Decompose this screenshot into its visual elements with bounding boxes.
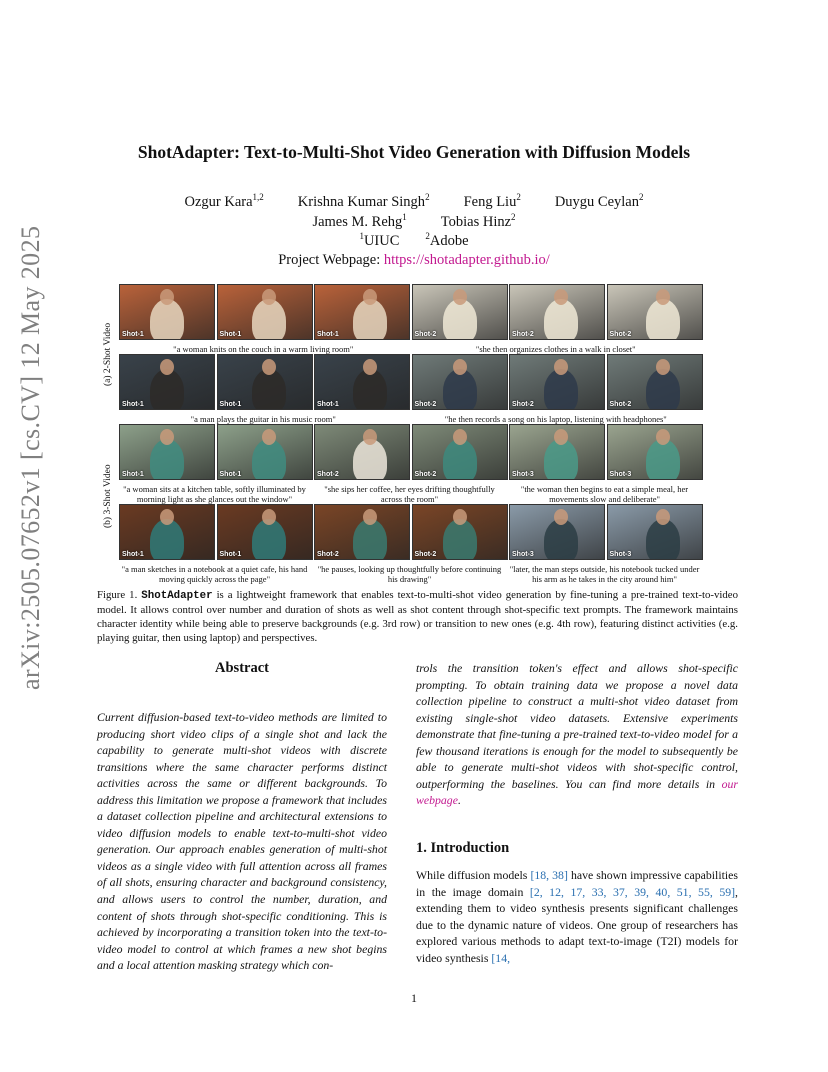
frame-subject-head [453, 509, 467, 525]
intro-citation-3[interactable]: [14, [491, 950, 511, 965]
shot-label: Shot-2 [609, 401, 632, 408]
shot-label: Shot-1 [219, 331, 242, 338]
shot-label: Shot-3 [609, 551, 632, 558]
shot-caption: "he then records a song on his laptop, listening with headphones" [444, 414, 667, 424]
video-frame [119, 354, 215, 410]
video-frame [119, 504, 215, 560]
shot-label: Shot-3 [512, 471, 534, 478]
shot-caption: "she sips her coffee, her eyes drifting thoughtfully across the room" [324, 484, 495, 504]
authors-line-2 [0, 214, 828, 231]
shot-label: Shot-1 [122, 551, 144, 558]
frame-subject [150, 369, 184, 410]
frame-subject [544, 439, 578, 480]
author-affiliation-sup: 2 [639, 192, 644, 203]
abstract-text-left: Current diffusion-based text-to-video methods are limited to producing short video clips of a single shot and lack the capability to generate multi-shot videos with discrete transitions where the same character performs distinct activities across the same or different backgrounds. To address this limitation we propose a framework that includes a dataset collection pipeline and architectural extensions to video diffusion models to enable text-to-multi-shot video generation. Our approach enables generation of multi-shot videos as a single video with full attention across all frames of all shots, ensuring character and background consistency, and allows users to control the number, duration, and content of shots through shot-specific conditioning. This is achieved by incorporating a transition token into the text-to-video model to control at which frames a new shot begins and a local attention masking strategy which con- [97, 710, 387, 973]
frame-subject [252, 369, 286, 410]
page-number: 1 [411, 991, 417, 1005]
frame-subject [544, 299, 578, 340]
shot-label: Shot-1 [122, 331, 144, 338]
intro-part-1: While diffusion models [416, 868, 528, 882]
video-frame [509, 354, 605, 410]
shot-label: Shot-3 [609, 471, 632, 478]
author-affiliation-sup: 2 [425, 192, 430, 203]
frame-subject-head [262, 509, 276, 525]
shot-label: Shot-2 [512, 401, 534, 408]
frame-subject [353, 299, 387, 340]
shot-label: Shot-1 [219, 471, 242, 478]
abstract-webpage-link[interactable]: our webpage [416, 776, 739, 808]
video-frame [412, 354, 508, 410]
frame-subject [353, 439, 387, 480]
shot-caption: "a woman sits at a kitchen table, softly illuminated by morning light as she glances out the window" [123, 484, 306, 504]
authors-line-1 [0, 194, 828, 211]
frame-subject-head [453, 289, 467, 305]
figure-row [119, 354, 704, 410]
shot-caption: "the woman then begins to eat a simple meal, her movements slow and deliberate" [520, 484, 689, 504]
frame-subject [544, 519, 578, 560]
frame-subject-head [363, 509, 377, 525]
video-frame [509, 504, 605, 560]
affiliation: $^1$UIUC [359, 231, 400, 249]
intro-citation-1[interactable]: [18, 38] [530, 868, 568, 882]
frame-subject-head [363, 359, 377, 375]
frame-subject [150, 439, 184, 480]
figure-caption-name: ShotAdapter [141, 590, 213, 602]
author-name: Tobias Hinz$^2$ [440, 212, 516, 230]
author-affiliation-sup: 1,2 [252, 192, 264, 203]
intro-text [416, 867, 738, 966]
video-frame [119, 424, 215, 480]
shot-label: Shot-2 [414, 551, 437, 558]
shot-label: Shot-2 [414, 471, 437, 478]
intro-citation-2[interactable]: [2, 12, 17, 33, 37, 39, 40, 51, 55, 59] [529, 884, 736, 899]
affiliations [0, 233, 828, 250]
frame-subject [646, 369, 680, 410]
video-frame [217, 424, 313, 480]
video-frame [217, 504, 313, 560]
frame-subject [443, 299, 477, 340]
frame-subject [252, 299, 286, 340]
frame-subject [443, 439, 477, 480]
frame-subject-head [656, 289, 670, 305]
affiliation-sup: 2 [425, 231, 430, 242]
label-2shot: (a) 2-Shot Video [103, 322, 113, 386]
video-frame [314, 354, 410, 410]
video-frame [412, 504, 508, 560]
author-name: Duygu Ceylan$^2$ [554, 192, 644, 210]
intro-heading: 1. Introduction [416, 840, 510, 856]
figure-caption-label: Figure 1. [97, 589, 138, 601]
shot-label: Shot-1 [317, 401, 339, 408]
video-frame [607, 284, 703, 340]
paper-title: ShotAdapter: Text-to-Multi-Shot Video Generation with Diffusion Models [137, 142, 691, 162]
frame-subject-head [363, 289, 377, 305]
video-frame [217, 284, 313, 340]
shot-label: Shot-1 [219, 401, 242, 408]
shot-caption: "later, the man steps outside, his notebook tucked under his arm as he takes in the city around him" [509, 564, 700, 584]
shot-label: Shot-1 [219, 551, 242, 558]
affiliation-sup: 1 [359, 231, 364, 242]
video-frame [607, 424, 703, 480]
shot-label: Shot-1 [317, 331, 339, 338]
frame-subject [353, 519, 387, 560]
author-name: Ozgur Kara$^{1,2}$ [184, 192, 264, 210]
frame-subject-head [453, 429, 467, 445]
frame-subject [252, 519, 286, 560]
video-frame [217, 354, 313, 410]
frame-subject-head [554, 289, 568, 305]
shot-label: Shot-3 [512, 551, 534, 558]
author-name: Feng Liu$^2$ [463, 192, 521, 210]
frame-subject [150, 299, 184, 340]
frame-subject-head [160, 289, 174, 305]
shot-label: Shot-2 [512, 331, 534, 338]
shot-caption: "a man plays the guitar in his music room" [190, 414, 336, 424]
frame-subject-head [554, 429, 568, 445]
abstract-text-right [416, 660, 738, 809]
figure-caption [97, 588, 738, 645]
frame-subject-head [656, 359, 670, 375]
frame-subject [353, 369, 387, 410]
abstract-right-body: trols the transition token's effect and allows shot-specific prompting. To obtain training data we propose a novel data collection pipeline to construct a multi-shot video dataset from existing single-shot video datasets. Extensive experiments demonstrate that fine-tuning a pre-trained text-to-video model for a few thousand iterations is enough for the model to subsequently be able to generate multi-shot videos with shot-specific control, outperforming the baselines. You can find more details in [416, 661, 738, 791]
shot-label: Shot-2 [414, 331, 437, 338]
frame-subject-head [160, 359, 174, 375]
arxiv-stamp: arXiv:2505.07652v1 [cs.CV] 12 May 2025 [16, 225, 45, 690]
intro-part-2: have shown impressive capabilities in the image domain [416, 868, 738, 899]
frame-subject-head [160, 429, 174, 445]
figure-row [119, 424, 704, 480]
shot-caption: "she then organizes clothes in a walk in closet" [475, 344, 636, 354]
video-frame [412, 284, 508, 340]
abstract-right-end: . [457, 793, 461, 808]
frame-subject [646, 519, 680, 560]
author-affiliation-sup: 2 [511, 212, 516, 223]
frame-subject [646, 439, 680, 480]
frame-subject [646, 299, 680, 340]
video-frame [314, 284, 410, 340]
frame-subject-head [453, 359, 467, 375]
author-name: Krishna Kumar Singh$^2$ [297, 192, 430, 210]
shot-label: Shot-1 [122, 401, 144, 408]
frame-subject [443, 519, 477, 560]
video-frame [314, 424, 410, 480]
shot-label: Shot-1 [122, 471, 144, 478]
author-affiliation-sup: 1 [402, 212, 407, 223]
frame-subject [443, 369, 477, 410]
figure-row [119, 284, 704, 340]
webpage-link[interactable]: https://shotadapter.github.io/ [383, 252, 550, 268]
video-frame [607, 504, 703, 560]
label-3shot: (b) 3-Shot Video [103, 464, 113, 528]
shot-caption: "he pauses, looking up thoughtfully before continuing his drawing" [317, 564, 502, 584]
video-frame [509, 284, 605, 340]
frame-subject-head [160, 509, 174, 525]
frame-subject-head [262, 359, 276, 375]
frame-subject-head [656, 509, 670, 525]
author-affiliation-sup: 2 [516, 192, 521, 203]
frame-subject-head [656, 429, 670, 445]
frame-subject-head [262, 289, 276, 305]
video-frame [314, 504, 410, 560]
video-frame [119, 284, 215, 340]
intro-part-3: , extending them to video synthesis presents significant challenges due to the dynamic nature of videos. One group of researchers has explored various methods to adapt text-to-image (T2I) models for video synthesis [416, 884, 738, 965]
author-name: James M. Rehg$^1$ [312, 212, 407, 230]
shot-label: Shot-2 [317, 471, 339, 478]
frame-subject [252, 439, 286, 480]
frame-subject-head [262, 429, 276, 445]
figure-caption-text: is a lightweight framework that enables text-to-multi-shot video generation by fine-tuning a pre-trained text-to-video model. It allows control over number and duration of shots as well as shot content through shot-specific text prompts. The framework maintains character identity while being able to preserve backgrounds (e.g. 3rd row) or transition to new ones (e.g. 4th row), featuring distinct activities (e.g. playing guitar, then using laptop) and perspectives. [97, 589, 738, 644]
video-frame [607, 354, 703, 410]
abstract-heading: Abstract [215, 660, 269, 676]
shot-caption: "a man sketches in a notebook at a quiet cafe, his hand moving quickly across the page" [121, 564, 308, 584]
project-webpage-line [0, 252, 828, 269]
frame-subject-head [554, 509, 568, 525]
shot-label: Shot-2 [317, 551, 339, 558]
shot-label: Shot-2 [414, 401, 437, 408]
shot-label: Shot-2 [609, 331, 632, 338]
affiliation: $^2$Adobe [425, 231, 469, 249]
video-frame [509, 424, 605, 480]
frame-subject-head [554, 359, 568, 375]
figure-row [119, 504, 704, 560]
frame-subject [544, 369, 578, 410]
shot-caption: "a woman knits on the couch in a warm living room" [173, 344, 354, 354]
frame-subject-head [363, 429, 377, 445]
frame-subject [150, 519, 184, 560]
webpage-label: Project Webpage: [278, 252, 381, 268]
video-frame [412, 424, 508, 480]
